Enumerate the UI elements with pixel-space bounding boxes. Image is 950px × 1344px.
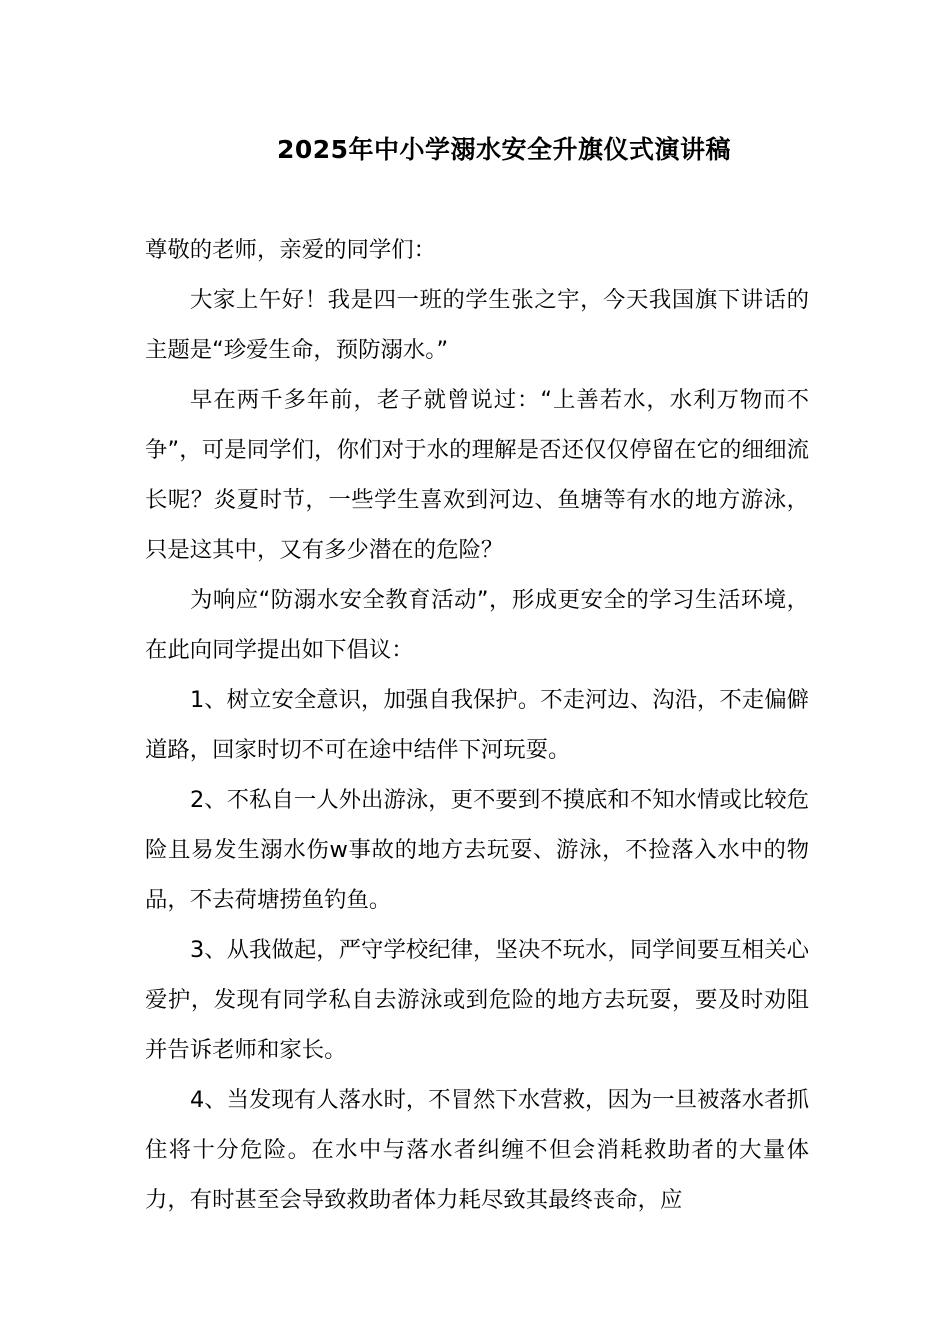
paragraph-item-1: 1、树立安全意识，加强自我保护。不走河边、沟沿，不走偏僻道路，回家时切不可在途中结伴下河玩耍。 xyxy=(145,687,809,763)
paragraph-proposal-intro: 为响应“防溺水安全教育活动”，形成更安全的学习生活环境，在此向同学提出如下倡议： xyxy=(145,587,809,663)
document-body xyxy=(145,225,809,1225)
paragraph-item-4: 4、当发现有人落水时，不冒然下水营救，因为一旦被落水者抓住将十分危险。在水中与落水者纠缠不但会消耗救助者的大量体力，有时甚至会导致救助者体力耗尽致其最终丧命，应 xyxy=(145,1087,809,1213)
salutation: 尊敬的老师，亲爱的同学们： xyxy=(145,237,437,263)
document-title: 2025年中小学溺水安全升旗仪式演讲稿 xyxy=(276,135,732,164)
paragraph-laozi-quote: 早在两千多年前，老子就曾说过：“上善若水，水利万物而不争”，可是同学们，你们对于水的理解是否还仅仅停留在它的细细流长呢？炎夏时节，一些学生喜欢到河边、鱼塘等有水的地方游泳，只是这其中，又有多少潜在的危险？ xyxy=(145,387,809,563)
paragraph-item-2: 2、不私自一人外出游泳，更不要到不摸底和不知水情或比较危险且易发生溺水伤w事故的地方去玩耍、游泳，不捡落入水中的物品，不去荷塘捞鱼钓鱼。 xyxy=(145,787,809,913)
paragraph-item-3: 3、从我做起，严守学校纪律，坚决不玩水，同学间要互相关心爱护，发现有同学私自去游泳或到危险的地方去玩耍，要及时劝阻并告诉老师和家长。 xyxy=(145,937,809,1063)
paragraph-greeting: 大家上午好！我是四一班的学生张之宇，今天我国旗下讲话的主题是“珍爱生命，预防溺水。” xyxy=(145,287,809,363)
